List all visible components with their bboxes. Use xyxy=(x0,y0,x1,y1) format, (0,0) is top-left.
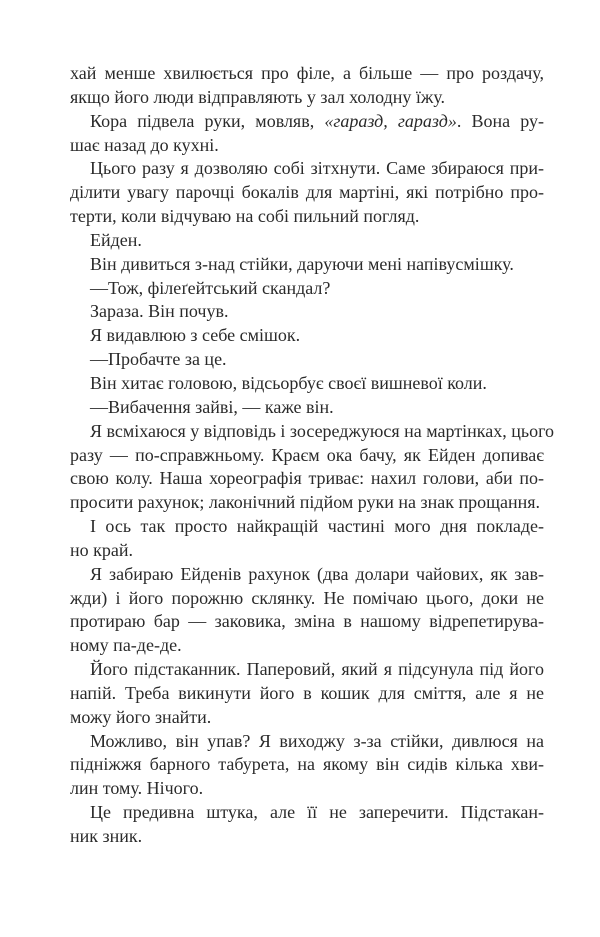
text-line: Можливо, він упав? Я виходжу з-за стійки, дивлюся на xyxy=(90,730,544,751)
text-line xyxy=(70,110,544,134)
text-segment: . Вона ру- xyxy=(456,110,544,131)
text-line: —Пробачте за це. xyxy=(90,349,227,370)
paragraph xyxy=(70,229,544,253)
paragraph xyxy=(70,110,544,158)
paragraph xyxy=(70,157,544,229)
paragraph xyxy=(70,515,544,563)
text-line: Він дивиться з-над стійки, даруючи мені напівусмішку. xyxy=(90,253,514,274)
text-line: разу — по-справжньому. Краєм ока бачу, як Ейден допиває xyxy=(70,444,544,465)
text-line: Я всміхаюся у відповідь і зосереджуюся на мартінках, цього xyxy=(90,420,555,441)
text-line: терти, коли відчуваю на собі пильний погляд. xyxy=(70,206,420,227)
text-line: Зараза. Він почув. xyxy=(90,301,229,322)
text-line: можу його знайти. xyxy=(70,706,212,727)
text-line: —Вибачення зайві, — каже він. xyxy=(90,396,334,417)
paragraph xyxy=(70,348,544,372)
text-line: ному па-де-де. xyxy=(70,635,182,656)
book-page-text xyxy=(70,62,555,849)
paragraph xyxy=(70,658,544,730)
text-line: Цього разу я дозволяю собі зітхнути. Саме збираюся при- xyxy=(90,158,544,179)
text-line: Він хитає головою, відсьорбує своєї вишневої коли. xyxy=(90,372,487,393)
paragraph xyxy=(70,801,544,849)
text-line: І ось так просто найкращій частині мого дня покладе- xyxy=(90,516,544,537)
text-line: ник зник. xyxy=(70,826,143,846)
paragraph xyxy=(70,253,544,277)
text-line: протираю бар — заковика, зміна в нашому відрепетирува- xyxy=(70,611,544,632)
paragraph xyxy=(70,730,544,802)
paragraph xyxy=(70,62,544,110)
paragraph xyxy=(70,420,555,515)
text-line: Його підстаканник. Паперовий, який я підсунула під його xyxy=(90,659,544,680)
paragraph xyxy=(70,563,544,658)
text-line: —Тож, філеґейтський скандал? xyxy=(90,277,331,298)
text-line: Ейден. xyxy=(90,229,142,250)
paragraph xyxy=(70,324,544,348)
text-line: свою колу. Наша хореографія триває: нахил голови, аби по- xyxy=(70,468,544,489)
paragraph xyxy=(70,300,544,324)
text-line: Це предивна штука, але її не заперечити. Підстакан- xyxy=(90,802,544,823)
text-line: лин тому. Нічого. xyxy=(70,778,204,799)
italic-text: «гаразд, гаразд» xyxy=(324,110,457,131)
text-line: якщо його люди відправляють у зал холодну їжу. xyxy=(70,86,446,107)
text-line: хай менше хвилюється про філе, а більше — про роздачу, xyxy=(70,63,544,83)
paragraph xyxy=(70,277,544,301)
text-segment: Кора підвела руки, мовляв, xyxy=(90,110,325,131)
text-line: напій. Треба викинути його в кошик для сміття, але я не xyxy=(70,682,544,703)
paragraph xyxy=(70,396,544,420)
text-line: Я забираю Ейденів рахунок (два долари чайових, як зав- xyxy=(90,563,544,584)
paragraph xyxy=(70,372,544,396)
text-line: підніжжя барного табурета, на якому він сидів кілька хви- xyxy=(70,754,544,775)
text-line: жди) і його порожню склянку. Не помічаю цього, доки не xyxy=(70,587,544,608)
text-line: ділити увагу парочці бокалів для мартіні, які потрібно про- xyxy=(70,182,544,203)
text-line: шає назад до кухні. xyxy=(70,134,219,155)
text-line: Я видавлюю з себе смішок. xyxy=(90,325,301,346)
text-line: но край. xyxy=(70,539,133,560)
text-line: просити рахунок; лаконічний підйом руки на знак прощання. xyxy=(70,492,541,513)
